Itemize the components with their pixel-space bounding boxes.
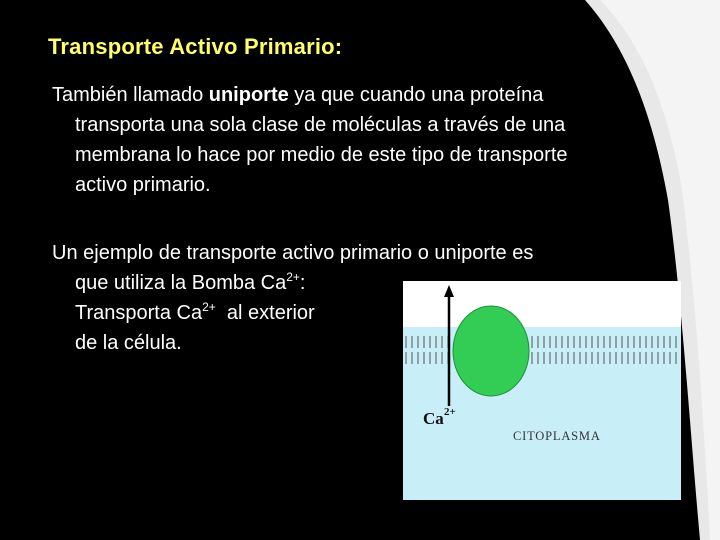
text-segment: que utiliza la Bomba Ca: [75, 272, 287, 294]
text-segment: También llamado: [52, 84, 209, 106]
calcium-pump-diagram: [403, 281, 681, 500]
text-segment: ya que cuando una proteína: [288, 84, 544, 106]
paragraph2-line1: Un ejemplo de transporte activo primario o uniporte es: [52, 242, 534, 264]
paragraph1-line1: [52, 80, 692, 110]
cytoplasm-label: CITOPLASMA: [513, 429, 601, 443]
charge-superscript: 2+: [202, 300, 216, 314]
transport-arrow-head: [444, 285, 454, 297]
slide-title: Transporte Activo Primario:: [48, 34, 343, 59]
bold-term-uniporte: uniporte: [208, 84, 289, 106]
paragraph1-line4: activo primario.: [75, 174, 211, 196]
calcium-ion-label: Ca: [423, 409, 444, 428]
pump-protein: [453, 306, 529, 396]
charge-superscript: 2+: [286, 270, 300, 284]
membrane-illustration: [403, 281, 681, 500]
text-segment: Transporta Ca: [75, 302, 203, 324]
paragraph1-line3: membrana lo hace por medio de este tipo de transporte: [75, 144, 568, 166]
paragraph2-line4: de la célula.: [75, 332, 182, 354]
paragraph1-line2: transporta una sola clase de moléculas a través de una: [75, 114, 566, 136]
calcium-ion-charge: 2+: [444, 406, 456, 418]
text-segment: :: [299, 272, 306, 294]
text-segment: al exterior: [215, 302, 315, 324]
paragraph-uniporte-definition: [52, 80, 692, 200]
